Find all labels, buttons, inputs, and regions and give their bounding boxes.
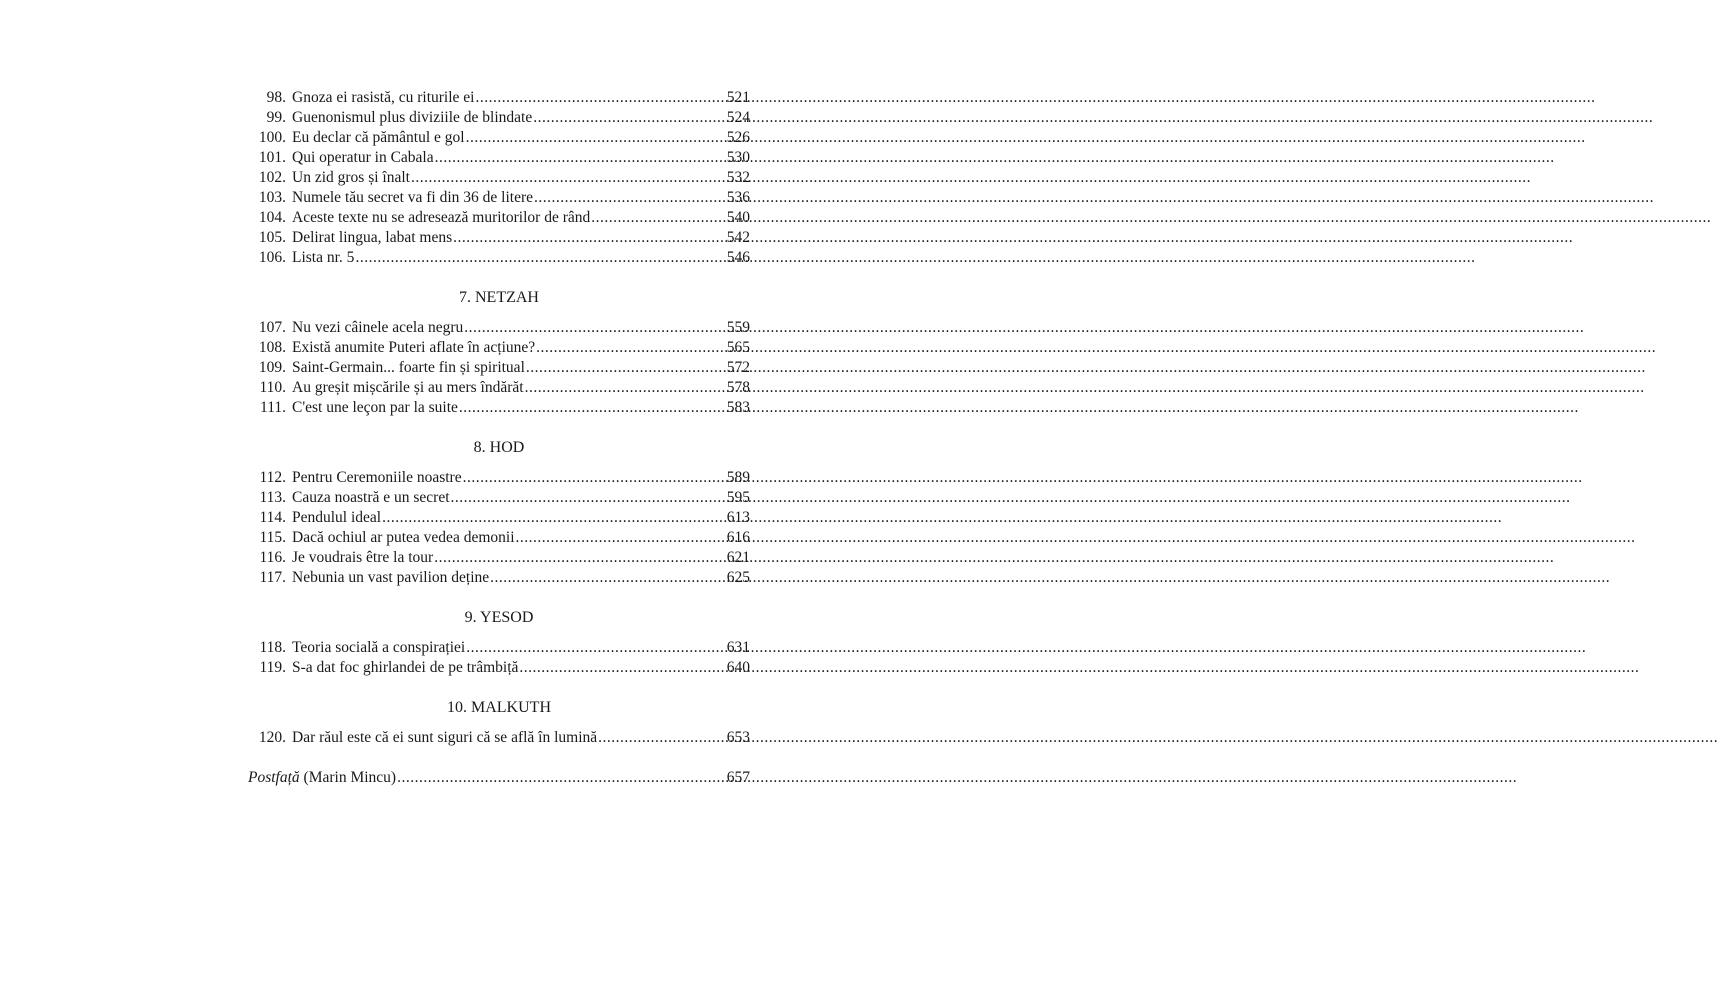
entry-title: Delirat lingua, labat mens (292, 229, 453, 246)
section-heading-hod: 8. HOD (473, 439, 525, 456)
entry-title: Un zid gros și înalt (292, 169, 410, 186)
entry-title: Guenonismul plus diviziile de blindate (292, 109, 533, 126)
entry-number: 103. (258, 189, 286, 206)
dot-leader (598, 728, 726, 748)
dot-leader (490, 568, 726, 588)
entry-page: 572 (726, 359, 750, 376)
entry-number: 113. (259, 489, 286, 506)
toc-entry (248, 228, 750, 248)
entry-title: Je voudrais être la tour (292, 549, 434, 566)
entry-number: 110. (259, 379, 286, 396)
entry-number: 120. (258, 729, 286, 746)
dot-leader (434, 548, 726, 568)
toc-entry (248, 488, 750, 508)
entry-page: 546 (726, 249, 750, 266)
entry-title: Aceste texte nu se adresează muritorilor de rând (292, 209, 591, 226)
entry-number: 112. (259, 469, 286, 486)
toc-entry (248, 248, 750, 268)
entry-page: 613 (726, 509, 750, 526)
dot-leader (355, 248, 725, 268)
entry-number: 119. (259, 659, 286, 676)
entry-title: Nebunia un vast pavilion deține (292, 569, 490, 586)
entry-title: S-a dat foc ghirlandei de pe trâmbiță (292, 659, 519, 676)
toc-entry (248, 108, 750, 128)
toc-entry (248, 338, 750, 358)
entry-number: 117. (259, 569, 286, 586)
entry-page: 578 (726, 379, 750, 396)
entry-page: 526 (726, 129, 750, 146)
dot-leader (526, 358, 726, 378)
entry-page: 625 (726, 569, 750, 586)
entry-number: 109. (258, 359, 286, 376)
entry-page: 616 (726, 529, 750, 546)
postface-author: (Marin Mincu) (299, 769, 397, 786)
entry-title: Saint-Germain... foarte fin și spiritual (292, 359, 525, 376)
section-heading-netzah: 7. NETZAH (459, 289, 539, 306)
entry-title: Lista nr. 5 (292, 249, 355, 266)
entry-page: 532 (726, 169, 750, 186)
toc-entry (248, 128, 750, 148)
entry-number: 111. (260, 399, 286, 416)
entry-number: 101. (258, 149, 286, 166)
entry-title: Eu declar că pământul e gol (292, 129, 465, 146)
entry-number: 107. (258, 319, 286, 336)
entry-page: 559 (726, 319, 750, 336)
dot-leader (459, 398, 726, 418)
toc-entry (248, 508, 750, 528)
entry-page: 530 (726, 149, 750, 166)
entry-page: 657 (726, 769, 750, 786)
toc-entry (248, 318, 750, 338)
toc-section-netzah (248, 318, 750, 418)
entry-title: Există anumite Puteri aflate în acțiune? (292, 339, 536, 356)
toc-entry (248, 528, 750, 548)
entry-number: 108. (258, 339, 286, 356)
entry-page: 540 (726, 209, 750, 226)
toc-entry (248, 358, 750, 378)
dot-leader (466, 638, 726, 658)
toc-entry (248, 168, 750, 188)
entry-title: Dacă ochiul ar putea vedea demonii (292, 529, 515, 546)
toc-block-continued (248, 88, 750, 268)
entry-title: Cauza noastră e un secret (292, 489, 450, 506)
entry-page: 589 (726, 469, 750, 486)
toc-entry (248, 568, 750, 588)
postface-title: Postfață (248, 769, 300, 786)
dot-leader (382, 508, 726, 528)
entry-page: 583 (726, 399, 750, 416)
dot-leader (519, 658, 725, 678)
entry-page: 536 (726, 189, 750, 206)
toc-entry (248, 468, 750, 488)
dot-leader (536, 338, 726, 358)
entry-number: 102. (258, 169, 286, 186)
entry-page: 621 (726, 549, 750, 566)
toc-section-hod (248, 468, 750, 588)
entry-title: Qui operatur in Cabala (292, 149, 434, 166)
entry-number: 115. (259, 529, 286, 546)
toc-entry (248, 88, 750, 108)
entry-number: 99. (266, 109, 286, 126)
toc-entry (248, 188, 750, 208)
entry-title: Teoria socială a conspirației (292, 639, 466, 656)
entry-title: Numele tău secret va fi din 36 de litere (292, 189, 534, 206)
dot-leader (397, 768, 726, 788)
entry-page: 595 (726, 489, 750, 506)
entry-title: C'est une leçon par la suite (292, 399, 458, 416)
dot-leader (411, 168, 726, 188)
entry-title: Dar răul este că ei sunt siguri că se află în lumină (292, 729, 598, 746)
toc-entry-postface (248, 768, 750, 788)
entry-page: 653 (726, 729, 750, 746)
entry-number: 100. (258, 129, 286, 146)
entry-title (248, 768, 396, 788)
section-heading-yesod: 9. YESOD (464, 609, 534, 626)
entry-page: 542 (726, 229, 750, 246)
entry-number: 98. (266, 89, 286, 106)
dot-leader (533, 108, 726, 128)
entry-title: Pendulul ideal (292, 509, 382, 526)
toc-entry (248, 208, 750, 228)
toc-section-yesod (248, 638, 750, 678)
dot-leader (453, 228, 726, 248)
dot-leader (464, 318, 725, 338)
dot-leader (466, 128, 726, 148)
entry-number: 118. (259, 639, 286, 656)
entry-title: Pentru Ceremoniile noastre (292, 469, 462, 486)
section-heading-malkuth: 10. MALKUTH (447, 699, 551, 716)
toc-entry (248, 658, 750, 678)
entry-number: 106. (258, 249, 286, 266)
table-of-contents (248, 88, 750, 788)
dot-leader (516, 528, 726, 548)
toc-entry (248, 548, 750, 568)
entry-page: 524 (726, 109, 750, 126)
dot-leader (451, 488, 726, 508)
toc-entry (248, 398, 750, 418)
dot-leader (525, 378, 726, 398)
entry-title: Nu vezi câinele acela negru (292, 319, 464, 336)
dot-leader (475, 88, 725, 108)
entry-page: 565 (726, 339, 750, 356)
toc-entry (248, 378, 750, 398)
entry-page: 521 (726, 89, 750, 106)
entry-title: Au greșit mișcările și au mers îndărăt (292, 379, 524, 396)
entry-page: 631 (726, 639, 750, 656)
dot-leader (435, 148, 726, 168)
entry-number: 114. (259, 509, 286, 526)
dot-leader (534, 188, 726, 208)
entry-title: Gnoza ei rasistă, cu riturile ei (292, 89, 475, 106)
dot-leader (591, 208, 726, 228)
entry-number: 104. (258, 209, 286, 226)
dot-leader (463, 468, 726, 488)
entry-number: 105. (258, 229, 286, 246)
toc-entry (248, 638, 750, 658)
toc-entry (248, 148, 750, 168)
toc-entry (248, 728, 750, 748)
toc-section-malkuth (248, 728, 750, 748)
entry-page: 640 (726, 659, 750, 676)
entry-number: 116. (259, 549, 286, 566)
